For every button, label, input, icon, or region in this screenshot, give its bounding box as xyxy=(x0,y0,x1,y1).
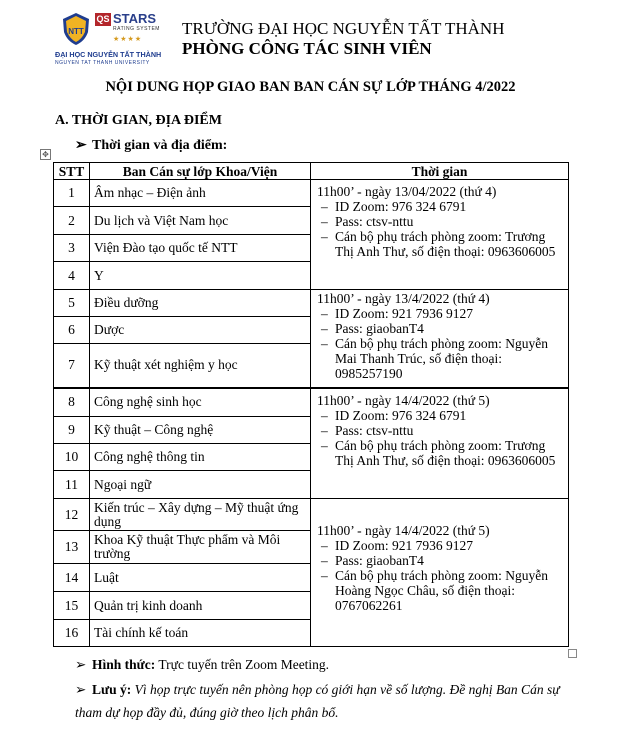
row-stt: 5 xyxy=(54,290,90,317)
row-stt: 1 xyxy=(54,180,90,207)
arrow-bullet-icon: ➢ xyxy=(75,138,87,153)
header-time: Thời gian xyxy=(311,163,569,180)
row-stt: 9 xyxy=(54,417,90,444)
row-stt: 11 xyxy=(54,471,90,499)
department-name: PHÒNG CÔNG TÁC SINH VIÊN xyxy=(182,39,432,58)
row-unit-name: Công nghệ thông tin xyxy=(90,444,311,471)
format-text: Trực tuyến trên Zoom Meeting. xyxy=(158,657,330,672)
zoom-host: – Cán bộ phụ trách phòng zoom: Nguyễn Hoàng Ngọc Châu, số điện thoại: 0767062261 xyxy=(317,568,562,613)
zoom-pass: – Pass: ctsv-nttu xyxy=(317,423,562,438)
row-unit-name: Luật xyxy=(90,564,311,592)
table-row xyxy=(54,388,569,417)
row-stt: 6 xyxy=(54,317,90,344)
note-label: Lưu ý: xyxy=(92,682,132,697)
meeting-time: 11h00’ - ngày 13/04/2022 (thứ 4) xyxy=(317,184,497,199)
zoom-pass: – Pass: ctsv-nttu xyxy=(317,214,562,229)
rating-system-text: RATING SYSTEM xyxy=(113,26,160,32)
row-unit-name: Tài chính kế toán xyxy=(90,620,311,647)
time-location-subheading xyxy=(75,137,227,154)
row-unit-name: Kỹ thuật – Công nghệ xyxy=(90,417,311,444)
row-stt: 12 xyxy=(54,499,90,531)
row-unit-name: Kỹ thuật xét nghiệm y học xyxy=(90,344,311,388)
row-unit-name: Kiến trúc – Xây dựng – Mỹ thuật ứng dụng xyxy=(90,499,311,531)
logo-university-name-vn: ĐẠI HỌC NGUYỄN TẤT THÀNH xyxy=(55,50,162,59)
zoom-id: – ID Zoom: 921 7936 9127 xyxy=(317,306,562,321)
school-name: TRƯỜNG ĐẠI HỌC NGUYỄN TẤT THÀNH xyxy=(182,19,505,38)
rating-stars: ★★★★ xyxy=(113,35,143,43)
schedule-table xyxy=(53,162,569,647)
zoom-id: – ID Zoom: 921 7936 9127 xyxy=(317,538,562,553)
row-unit-name: Ngoại ngữ xyxy=(90,471,311,499)
zoom-pass: – Pass: giaobanT4 xyxy=(317,553,562,568)
row-stt: 7 xyxy=(54,344,90,388)
header-unit: Ban Cán sự lớp Khoa/Viện xyxy=(90,163,311,180)
table-move-handle-icon[interactable]: ✥ xyxy=(40,149,51,160)
table-header-row xyxy=(54,163,569,180)
logo-university-name-en: NGUYEN TAT THANH UNIVERSITY xyxy=(55,60,150,66)
row-unit-name: Viện Đào tạo quốc tế NTT xyxy=(90,235,311,262)
qs-badge: QS xyxy=(96,14,110,24)
row-stt: 3 xyxy=(54,235,90,262)
zoom-host: – Cán bộ phụ trách phòng zoom: Nguyễn Mai Thanh Trúc, số điện thoại: 0985257190 xyxy=(317,336,562,381)
time-cell xyxy=(311,388,569,499)
logo-monogram: NTT xyxy=(68,27,84,36)
document-title: NỘI DUNG HỌP GIAO BAN BAN CÁN SỰ LỚP THÁNG 4/2022 xyxy=(105,79,516,95)
zoom-pass: – Pass: giaobanT4 xyxy=(317,321,562,336)
row-stt: 13 xyxy=(54,531,90,564)
zoom-host: – Cán bộ phụ trách phòng zoom: Trương Thị Anh Thư, số điện thoại: 0963606005 xyxy=(317,229,562,259)
row-unit-name: Dược xyxy=(90,317,311,344)
meeting-time: 11h00’ - ngày 14/4/2022 (thứ 5) xyxy=(317,523,490,538)
meeting-time: 11h00’ - ngày 14/4/2022 (thứ 5) xyxy=(317,392,490,408)
arrow-bullet-icon: ➢ xyxy=(75,657,87,672)
row-unit-name: Khoa Kỹ thuật Thực phẩm và Môi trường xyxy=(90,531,311,564)
table-row xyxy=(54,499,569,531)
format-label: Hình thức: xyxy=(92,657,156,672)
qs-stars-text: STARS xyxy=(113,11,157,26)
row-stt: 10 xyxy=(54,444,90,471)
zoom-id: – ID Zoom: 976 324 6791 xyxy=(317,199,562,214)
row-stt: 16 xyxy=(54,620,90,647)
university-shield-icon xyxy=(61,12,91,46)
header-stt: STT xyxy=(54,163,90,180)
note-line xyxy=(75,678,575,724)
meeting-time: 11h00’ - ngày 13/4/2022 (thứ 4) xyxy=(317,291,490,306)
schedule-body xyxy=(54,180,569,647)
row-stt: 14 xyxy=(54,564,90,592)
format-line xyxy=(75,653,575,676)
subheading-text: Thời gian và địa điểm: xyxy=(92,138,228,153)
section-a-heading: A. THỜI GIAN, ĐỊA ĐIỂM xyxy=(55,113,222,128)
row-stt: 15 xyxy=(54,592,90,620)
table-row xyxy=(54,290,569,317)
row-unit-name: Y xyxy=(90,262,311,290)
zoom-host: – Cán bộ phụ trách phòng zoom: Trương Thị Anh Thư, số điện thoại: 0963606005 xyxy=(317,438,562,468)
time-cell xyxy=(311,290,569,388)
row-unit-name: Công nghệ sinh học xyxy=(90,388,311,417)
row-stt: 8 xyxy=(54,388,90,417)
row-unit-name: Du lịch và Việt Nam học xyxy=(90,207,311,235)
row-unit-name: Quản trị kinh doanh xyxy=(90,592,311,620)
time-cell xyxy=(311,180,569,290)
university-logo xyxy=(55,10,173,72)
note-text: Vì họp trực tuyến nên phòng họp có giới hạn về số lượng. Đề nghị Ban Cán sự tham dự họp đầy đủ, đúng giờ theo lịch phân bổ. xyxy=(75,682,560,720)
row-unit-name: Điều dưỡng xyxy=(90,290,311,317)
row-stt: 4 xyxy=(54,262,90,290)
row-unit-name: Âm nhạc – Điện ảnh xyxy=(90,180,311,207)
arrow-bullet-icon: ➢ xyxy=(75,682,87,697)
table-row xyxy=(54,180,569,207)
zoom-id: – ID Zoom: 976 324 6791 xyxy=(317,408,562,423)
row-stt: 2 xyxy=(54,207,90,235)
time-cell xyxy=(311,499,569,647)
